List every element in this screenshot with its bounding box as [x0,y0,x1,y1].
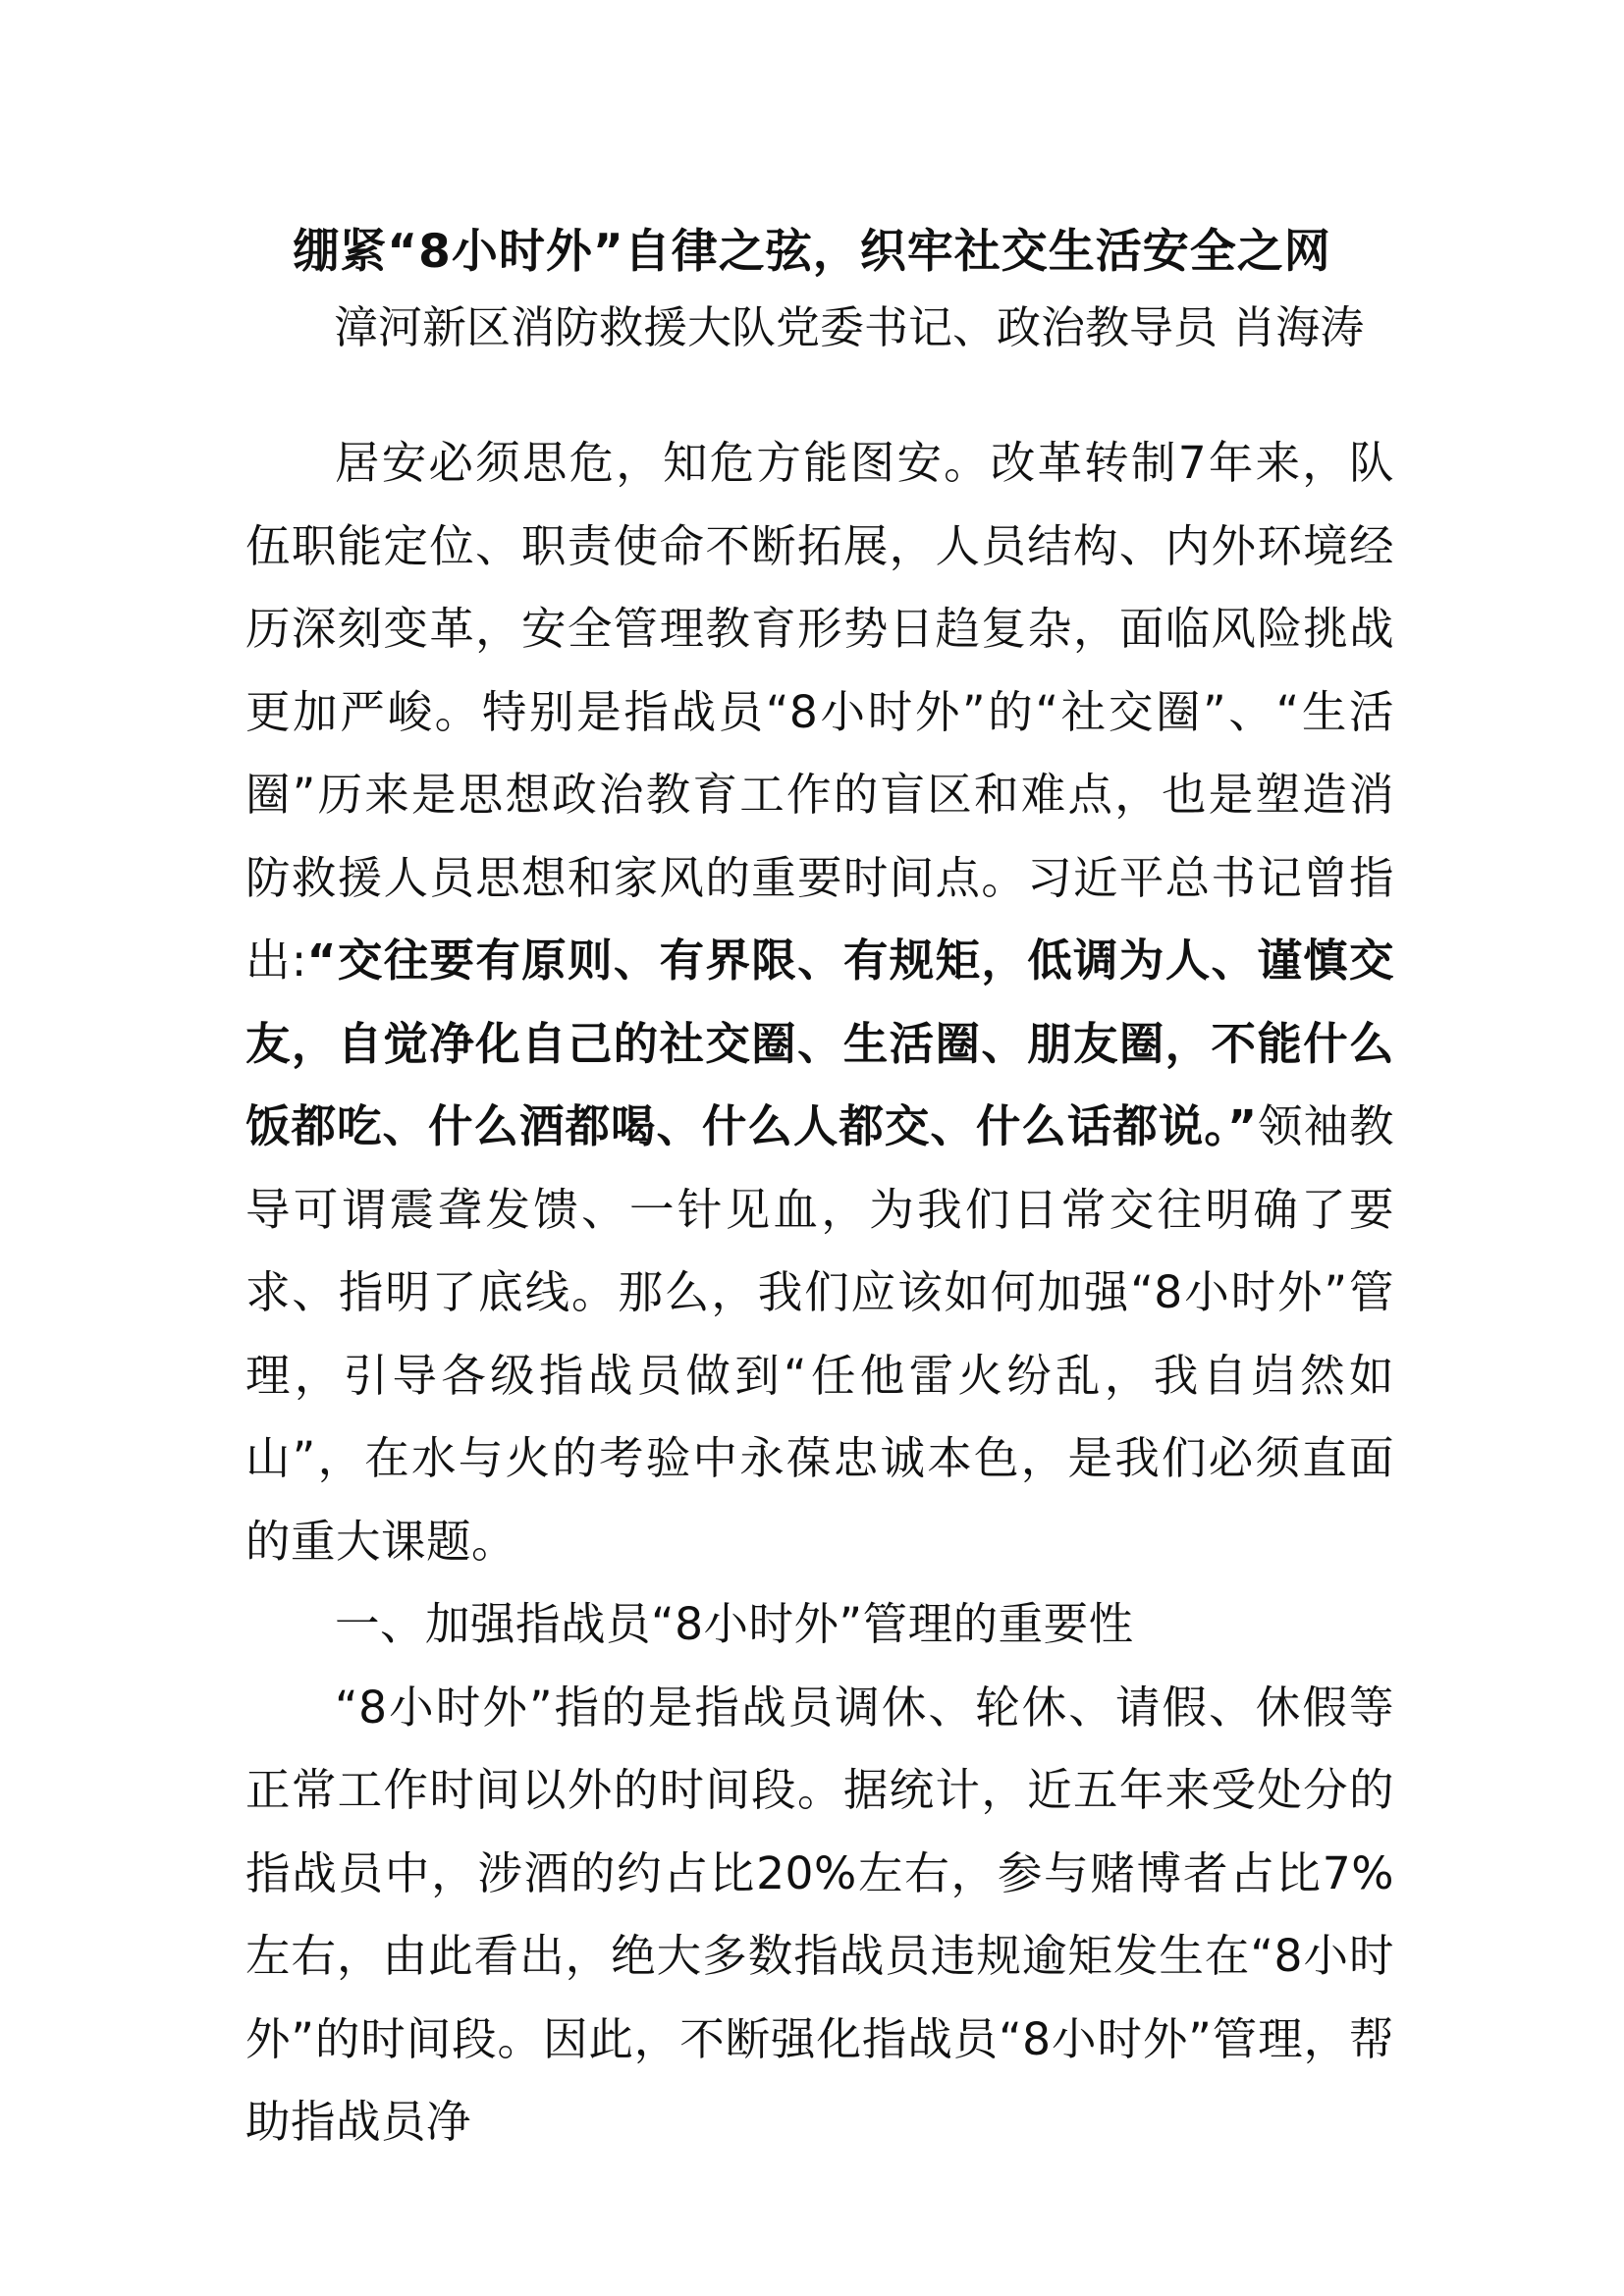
intro-text-after-quote: 领袖教导可谓震聋发馈、一针见血，为我们日常交往明确了要求、指明了底线。那么，我们应该如何加强“8小时外”管理，引导各级指战员做到“任他雷火纷乱，我自岿然如山”，在水与火的考验中永葆忠诚本色，是我们必须直面的重大课题。 [245,1100,1394,1568]
xi-jinping-quote: “交往要有原则、有界限、有规矩，低调为人、谨慎交友，自觉净化自己的社交圈、生活圈、朋友圈，不能什么饭都吃、什么酒都喝、什么人都交、什么话都说。” [245,934,1394,1152]
section-1-paragraph: “8小时外”指的是指战员调休、轮休、请假、休假等正常工作时间以外的时间段。据统计，近五年来受处分的指战员中，涉酒的约占比20%左右，参与赌博者占比7%左右，由此看出，绝大多数指战员违规逾矩发生在“8小时外”的时间段。因此，不断强化指战员“8小时外”管理，帮助指战员净 [245,1681,1394,2148]
document-title: 绷紧“8小时外”自律之弦，织牢社交生活安全之网 [293,225,1331,279]
section-1-heading: 一、加强指战员“8小时外”管理的重要性 [335,1598,1134,1650]
intro-paragraph [245,422,1394,1583]
author-byline: 漳河新区消防救援大队党委书记、政治教导员 肖海涛 [334,301,1365,353]
document-body [245,422,1394,2164]
intro-text-before-quote: 居安必须思危，知危方能图安。改革转制7年来，队伍职能定位、职责使命不断拓展，人员结构、内外环境经历深刻变革，安全管理教育形势日趋复杂，面临风险挑战更加严峻。特别是指战员“8小时外”的“社交圈”、“生活圈”历来是思想政治教育工作的盲区和难点，也是塑造消防救援人员思想和家风的重要时间点。习近平总书记曾指出: [245,437,1394,987]
